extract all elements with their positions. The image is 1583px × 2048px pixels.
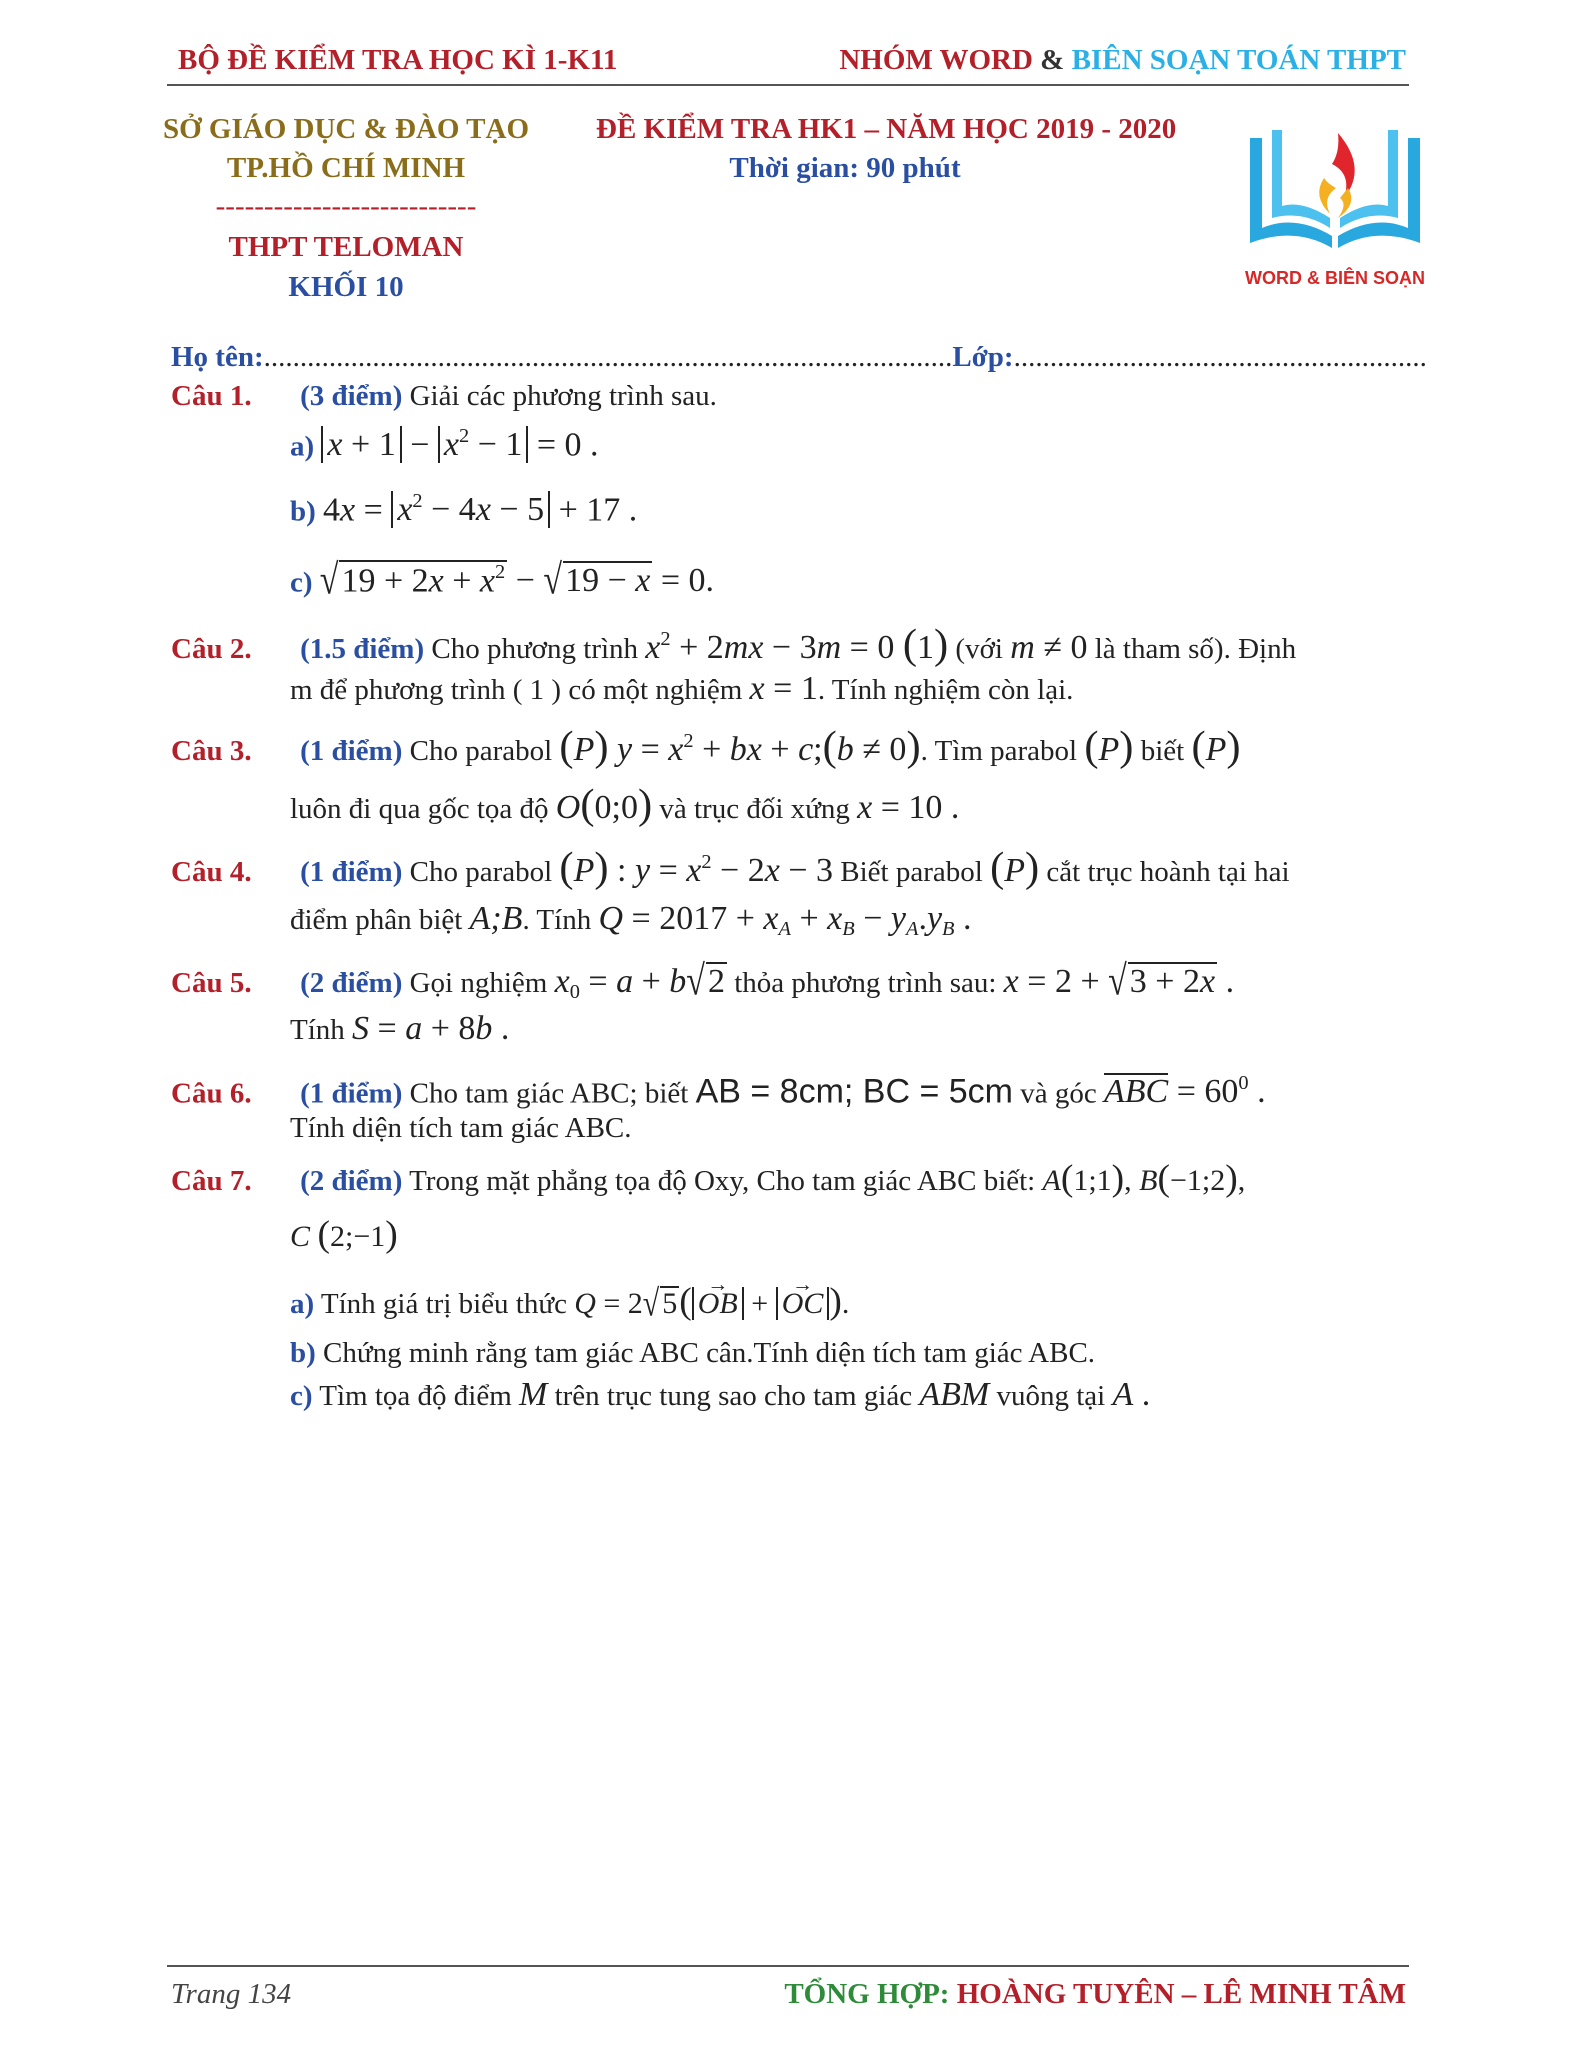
header-right-part2: BIÊN SOẠN TOÁN THPT (1064, 44, 1406, 76)
q2-root: x = 1 (749, 670, 818, 707)
q3-p1: (P) (1084, 723, 1134, 770)
q2-line2 (290, 670, 1073, 708)
q7c-a: A . (1112, 1376, 1151, 1413)
q4-line2 (290, 900, 972, 941)
q5-equation: x = 2 + √3 + 2x . (1003, 958, 1235, 1005)
q6-line1 (171, 1072, 1266, 1111)
q4-t2: Biết parabol (840, 856, 983, 888)
q6-t1: Cho tam giác ABC; biết (409, 1077, 689, 1110)
q4-parabola: (P) : $y = x^2 - 2x - 3$ (559, 844, 834, 891)
q3-t5: và trục đối xứng (659, 793, 850, 825)
q5-line2 (290, 1010, 509, 1048)
q6-angle: ABC = $60^0$ . (1104, 1072, 1266, 1111)
q1-points: (3 điểm) (300, 380, 403, 412)
exam-time: Thời gian: 90 phút (729, 152, 961, 184)
q1c-equation: $√19 + 2x + x^2 - √19 - x = 0$. (319, 557, 715, 604)
q5-root: $x_0 = a + b√2$ (554, 958, 725, 1005)
q2-label: Câu 2. (171, 633, 252, 665)
q1-label: Câu 1. (171, 380, 252, 412)
q1b-line (290, 490, 637, 529)
school-grade: KHỐI 10 (288, 271, 404, 303)
q3-origin: O(0;0) (555, 781, 653, 828)
q6-label: Câu 6. (171, 1077, 252, 1110)
q7a-label: a) (290, 1288, 315, 1320)
q7c-abm: ABM (919, 1376, 990, 1413)
q3-line2 (290, 780, 959, 829)
q3-label: Câu 3. (171, 735, 252, 767)
footer-divider (167, 1965, 1409, 1967)
q1-line (171, 380, 717, 413)
q3-p2: (P) (1191, 723, 1241, 770)
q3-line1 (171, 722, 1241, 771)
q3-parabola: (P) $y = x^2$ + bx + c;(b ≠ 0) (559, 723, 921, 770)
q4-points: (1 điểm) (300, 856, 403, 888)
q7b-text: Chứng minh rằng tam giác ABC cân.Tính diện tích tam giác ABC. (323, 1337, 1096, 1369)
q1-text: Giải các phương trình sau. (409, 380, 717, 412)
q4-p: (P) (990, 844, 1040, 891)
footer-credits (784, 1978, 1406, 2011)
q2-t3: là tham số). Định (1094, 633, 1297, 665)
q7c-text3: vuông tại (996, 1380, 1106, 1412)
q4-points-ab: A;B (469, 900, 523, 937)
q7b-label: b) (290, 1337, 316, 1369)
q1a-line (290, 425, 599, 464)
q1c-label: c) (290, 566, 313, 599)
q6-t4: Tính diện tích tam giác ABC. (290, 1112, 632, 1144)
q7c-line (290, 1376, 1150, 1414)
header-right (839, 44, 1406, 77)
q4-t4: điểm phân biệt (290, 904, 463, 936)
q6-t2: AB = 8cm; BC = 5cm (695, 1072, 1014, 1111)
q7-t1: Trong mặt phẳng tọa độ Oxy, Cho tam giác ABC biết: (409, 1165, 1036, 1197)
q2-condition: m ≠ 0 (1010, 629, 1088, 666)
q7-label: Câu 7. (171, 1165, 252, 1197)
q7-line2 (290, 1213, 398, 1256)
q2-t1: Cho phương trình (431, 633, 639, 665)
school-name: THPT TELOMAN (228, 231, 464, 263)
footer-compiled-label: TỔNG HỢP: (784, 1978, 950, 2010)
footer-page: Trang 134 (171, 1978, 292, 2010)
q7a-text: Tính giá trị biểu thức (320, 1288, 567, 1320)
q1b-equation: $4x = x^2 - 4x - 5 + 17$ . (323, 490, 638, 529)
q3-points: (1 điểm) (300, 735, 403, 767)
name-dots: ............................................................................................... (263, 341, 953, 373)
q7c-m: M (519, 1376, 548, 1413)
header-right-amp: & (1040, 44, 1065, 76)
q7c-text2: trên trục tung sao cho tam giác (554, 1380, 913, 1412)
q1b-label: b) (290, 495, 316, 528)
q5-t2: thỏa phương trình sau: (734, 967, 997, 999)
q3-axis: x = 10 . (857, 789, 960, 826)
q6-points: (1 điểm) (300, 1077, 403, 1110)
q4-t3: cắt trục hoành tại hai (1046, 856, 1290, 888)
q4-t5: . Tính (522, 904, 592, 936)
school-separator: --------------------------- (215, 190, 477, 222)
q5-expression: S = a + 8b . (352, 1010, 510, 1047)
footer-authors: HOÀNG TUYÊN – LÊ MINH TÂM (949, 1978, 1406, 2010)
header-left: BỘ ĐỀ KIỂM TRA HỌC KÌ 1-K11 (178, 44, 618, 76)
q3-t4: luôn đi qua gốc tọa độ (290, 793, 549, 825)
logo-text: WORD & BIÊN SOẠN (1245, 268, 1425, 288)
q7c-label: c) (290, 1380, 313, 1412)
dept-line1: SỞ GIÁO DỤC & ĐÀO TẠO (162, 113, 530, 145)
q7-line1 (171, 1157, 1245, 1200)
q1a-equation: $x + 1 - x^2 - 1 = 0$ . (321, 426, 598, 463)
q2-t4: m để phương trình ( 1 ) có một nghiệm (290, 674, 743, 706)
q7-points-ab: A(1;1), B(−1;2), (1042, 1158, 1246, 1199)
book-flame-icon (1240, 118, 1430, 268)
q6-t3: và góc (1020, 1077, 1097, 1110)
q7a-line (290, 1280, 849, 1323)
q3-t3: biết (1140, 735, 1185, 767)
logo (1240, 118, 1430, 296)
q7c-text1: Tìm tọa độ điểm (319, 1380, 512, 1412)
q2-line1 (171, 620, 1296, 669)
header-divider (167, 84, 1409, 86)
q4-expression: $Q = 2017 + x_A + x_B - y_A.y_B$ . (598, 900, 972, 941)
q5-line1 (171, 958, 1235, 1005)
q3-t1: Cho parabol (409, 735, 553, 767)
q5-t3: Tính (290, 1014, 345, 1046)
q7a-expression: Q = 2√ 5(→ OB + → OC ). (574, 1287, 849, 1320)
name-label: Họ tên: (171, 341, 264, 373)
q5-points: (2 điểm) (300, 967, 403, 999)
header-right-part1: NHÓM WORD (839, 44, 1041, 76)
dept-line2: TP.HỒ CHÍ MINH (226, 152, 466, 184)
q1c-line (290, 557, 715, 604)
q7-points: (2 điểm) (300, 1165, 403, 1197)
q1a-label: a) (290, 430, 315, 463)
class-dots: ......................................................... (1013, 341, 1427, 373)
q4-line1 (171, 843, 1290, 892)
q2-t2: (với (955, 633, 1003, 665)
q2-t5: . Tính nghiệm còn lại. (817, 674, 1074, 706)
q2-points: (1.5 điểm) (300, 633, 425, 665)
q5-t1: Gọi nghiệm (409, 967, 548, 999)
q7b-line (290, 1337, 1095, 1370)
student-line (171, 341, 1427, 374)
q7-point-c: C (2;−1) (290, 1214, 398, 1255)
q4-t1: Cho parabol (409, 856, 553, 888)
q3-t2: . Tìm parabol (920, 735, 1078, 767)
q5-label: Câu 5. (171, 967, 252, 999)
q4-label: Câu 4. (171, 856, 252, 888)
exam-title: ĐỀ KIỂM TRA HK1 – NĂM HỌC 2019 - 2020 (596, 113, 1177, 145)
q2-equation: $x^2 + 2mx - 3m = 0$ (1) (645, 621, 949, 668)
class-label: Lớp: (952, 341, 1014, 373)
